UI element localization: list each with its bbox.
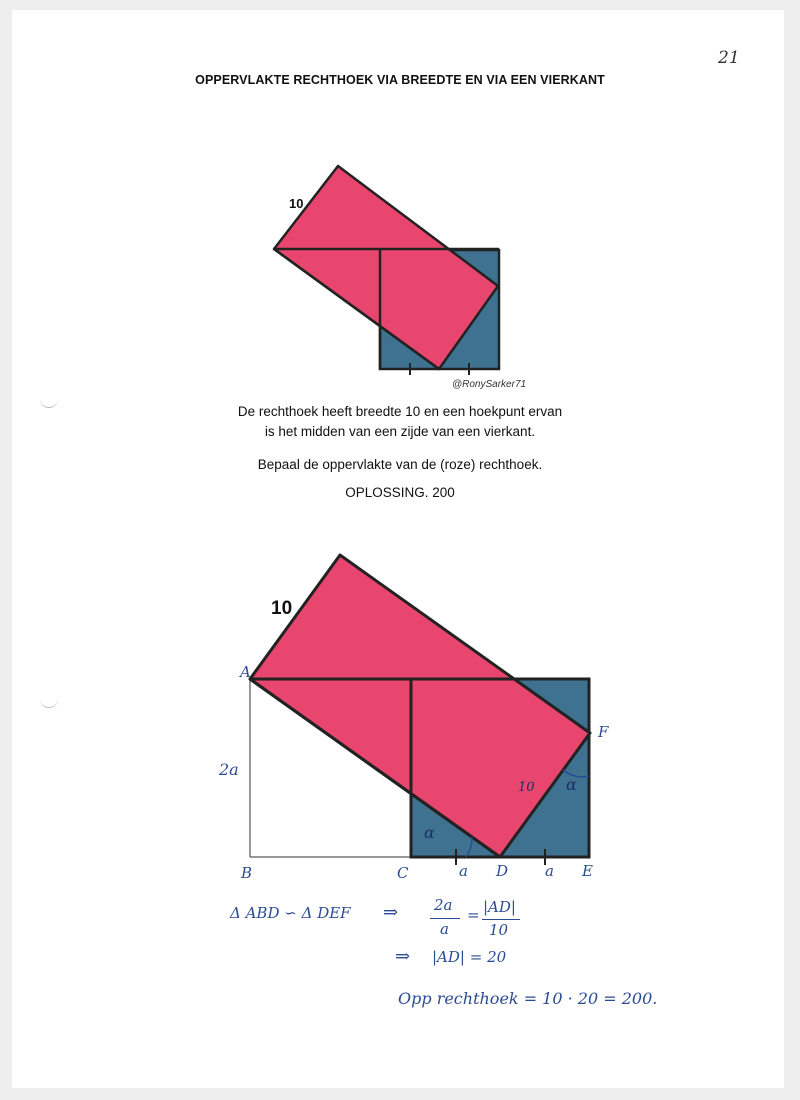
label-alpha-d: α xyxy=(424,823,435,842)
label-f: F xyxy=(598,723,609,741)
label-inner-10: 10 xyxy=(518,780,535,795)
arrow-implies-1: ⇒ xyxy=(383,902,399,923)
arrow-implies-2: ⇒ xyxy=(395,946,411,967)
label-segment-a-2: a xyxy=(545,862,554,880)
label-e: E xyxy=(582,862,593,880)
page-title: OPPERVLAKTE RECHTHOEK VIA BREEDTE EN VIA EEN VIERKANT xyxy=(195,73,605,87)
ratio-left-bar xyxy=(430,918,460,919)
ratio-left-numerator: 2a xyxy=(434,896,453,914)
ratio-right-numerator: |AD| xyxy=(483,898,516,916)
ratio-equals: = xyxy=(467,906,480,924)
width-label-10-large: 10 xyxy=(271,598,293,619)
problem-line-1: De rechthoek heeft breedte 10 en een hoekpunt ervan xyxy=(237,404,563,419)
page-number: 21 xyxy=(718,48,740,68)
credit-watermark: @RonySarker71 xyxy=(452,379,527,390)
ratio-right-bar xyxy=(482,919,520,920)
label-b: B xyxy=(241,864,253,882)
ad-result: |AD| = 20 xyxy=(432,948,507,966)
similarity-statement: Δ ABD ∽ Δ DEF xyxy=(230,904,351,922)
label-side-2a: 2a xyxy=(219,760,239,779)
label-d: D xyxy=(496,862,509,880)
label-segment-a-1: a xyxy=(459,862,468,880)
ratio-left-denominator: a xyxy=(440,920,449,938)
area-result: Opp rechthoek = 10 · 20 = 200. xyxy=(398,989,658,1008)
ratio-right-denominator: 10 xyxy=(489,921,509,939)
problem-question: Bepaal de oppervlakte van de (roze) rechthoek. xyxy=(257,457,543,472)
label-alpha-f: α xyxy=(566,775,577,794)
problem-answer: OPLOSSING. 200 xyxy=(345,485,455,500)
label-c: C xyxy=(397,864,409,882)
width-label-10: 10 xyxy=(289,196,304,211)
problem-line-2: is het midden van een zijde van een vierkant. xyxy=(264,424,536,439)
label-a: A xyxy=(240,663,251,681)
